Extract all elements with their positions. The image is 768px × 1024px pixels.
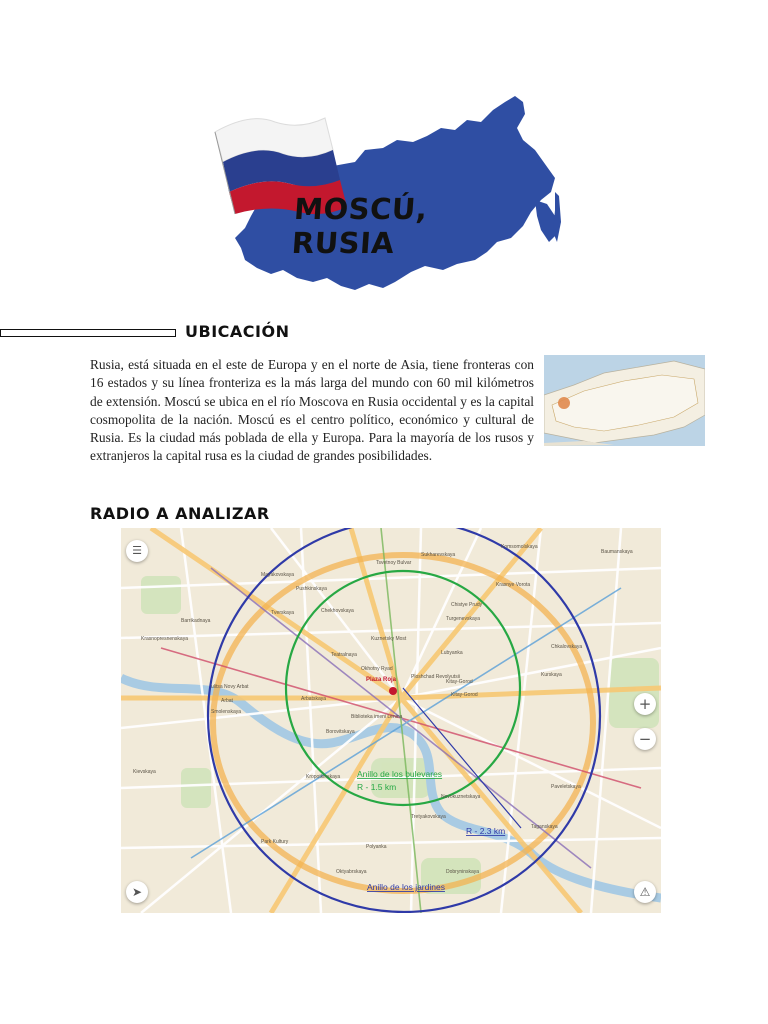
- map-canvas: [121, 528, 661, 913]
- place-label: Mayakovskaya: [261, 572, 295, 578]
- zoom-out-button[interactable]: −: [634, 728, 656, 750]
- place-label: Polyanka: [366, 844, 387, 850]
- place-label: Okhotny Ryad: [361, 666, 393, 672]
- place-label: Arbat: [221, 698, 233, 704]
- place-label: Chistye Prudy: [451, 602, 483, 608]
- place-label: Novokuznetskaya: [441, 794, 481, 800]
- place-label: Kitay-Gorod: [451, 692, 478, 698]
- warning-icon[interactable]: ⚠: [634, 881, 656, 903]
- place-label: Kuznetsky Most: [371, 636, 407, 642]
- place-label: Smolenskaya: [211, 709, 242, 715]
- place-label: Taganskaya: [531, 824, 558, 830]
- place-label: Teatralnaya: [331, 652, 357, 658]
- place-label: Krasnye Vorota: [496, 582, 531, 588]
- place-label: Sukharevskaya: [421, 552, 456, 558]
- place-label: Krasnopresnenskaya: [141, 636, 188, 642]
- place-label: Chkalovskaya: [551, 644, 583, 650]
- place-label: Lubyanka: [441, 650, 463, 656]
- section-heading-radius: RADIO A ANALIZAR: [90, 504, 270, 523]
- location-paragraph-block: [90, 356, 705, 466]
- section-divider-bar: [0, 329, 176, 337]
- inner-radius-label: R - 1.5 km: [357, 782, 397, 792]
- place-label: Paveletskaya: [551, 784, 581, 790]
- place-label: Ploshchad Revolyutsii: [411, 674, 460, 680]
- place-label: Arbatskaya: [301, 696, 327, 702]
- place-label: Baumanskaya: [601, 549, 633, 555]
- inner-ring-label: Anillo de los bulevares: [357, 769, 443, 779]
- zoom-in-button[interactable]: +: [634, 693, 656, 715]
- place-label: Chekhovskaya: [321, 608, 354, 614]
- place-label: Kropotkinskaya: [306, 774, 341, 780]
- place-label: Pushkinskaya: [296, 586, 327, 592]
- place-label: Park Kultury: [261, 839, 289, 845]
- map-layers-icon[interactable]: ☰: [126, 540, 148, 562]
- locate-me-icon[interactable]: ➤: [126, 881, 148, 903]
- place-label: Turgenevskaya: [446, 616, 480, 622]
- place-label: Tverskaya: [271, 610, 295, 616]
- hero-illustration: [205, 92, 565, 297]
- place-label: Oktyabrskaya: [336, 869, 367, 875]
- place-label: Biblioteka imeni Lenina: [351, 714, 403, 720]
- place-label: Kitay-Gorod: [446, 679, 473, 685]
- place-label: Tretyakovskaya: [411, 814, 446, 820]
- page-title: MOSCÚ, RUSIA: [290, 192, 429, 260]
- place-label: Tsvetnoy Bulvar: [376, 560, 412, 566]
- place-label: Komsomolskaya: [501, 544, 538, 550]
- section-heading-location: UBICACIÓN: [185, 322, 290, 341]
- moscow-radius-map[interactable]: [121, 528, 661, 913]
- place-label: Barrikadnaya: [181, 618, 211, 624]
- center-label: Plaza Roja: [366, 677, 397, 683]
- place-label: Kievskaya: [133, 769, 156, 775]
- place-label: Kurskaya: [541, 672, 562, 678]
- outer-radius-label: R - 2.3 km: [466, 826, 506, 836]
- center-marker: [389, 687, 397, 695]
- place-label: Dobryninskaya: [446, 869, 480, 875]
- russia-location-minimap: [544, 355, 705, 446]
- place-label: Borovitskaya: [326, 729, 355, 735]
- outer-ring-label: Anillo de los jardines: [367, 882, 445, 892]
- place-label: ulitsa Novy Arbat: [211, 684, 249, 690]
- location-paragraph: Rusia, está situada en el este de Europa y en el norte de Asia, tiene fronteras con 16 estados y su línea fronteriza es la más larga del mundo con 60 mil kilómetros de extensión. Moscú se ubica en el río Moscova en Rusia occidental y es la capital cosmopolita de la nación. Moscú es el centro político, económico y cultural de Rusia. Es la ciudad más poblada de ella y Europa. Para la mayoría de los rusos y extranjeros la capital rusa es la ciudad de grandes posibilidades.: [90, 357, 534, 464]
